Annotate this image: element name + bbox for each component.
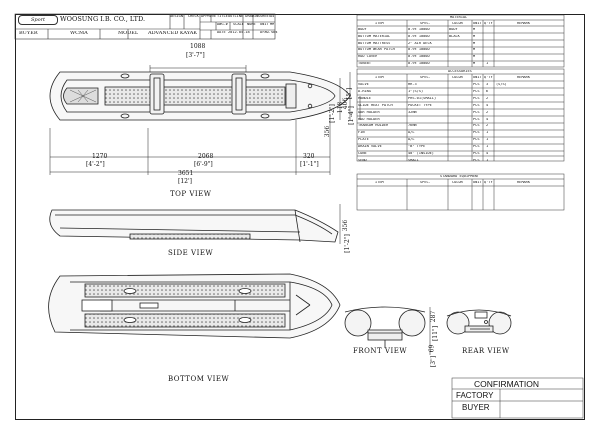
standard-equipment-title: STANDARD EQUIPMENT	[440, 175, 479, 178]
table-cell: PCS	[473, 110, 480, 114]
dim-mid: 2068	[198, 153, 214, 160]
seat-rear	[232, 74, 246, 114]
table-cell: 1	[486, 138, 489, 142]
table-cell: 32mm	[408, 110, 417, 114]
table-cell: OAR HOLDER	[358, 110, 380, 114]
table-cell: 2	[486, 124, 489, 128]
table-cell: (S/S)	[496, 83, 507, 86]
table-cell: 4	[486, 103, 489, 107]
accessories-header-unit: UNIT	[473, 76, 482, 79]
tb-approve: APPROVE	[201, 15, 217, 18]
table-cell: TUBEBT	[358, 62, 371, 65]
tb-sheet: SHEET	[260, 15, 271, 18]
table-cell: A/L	[408, 138, 415, 142]
table-cell: PCS	[473, 89, 480, 93]
tb-unit: UNIT	[260, 23, 269, 26]
table-cell: M	[473, 34, 476, 38]
table-cell: POCKET TYPE	[408, 103, 432, 107]
top-view-label: TOP VIEW	[170, 190, 212, 198]
table-cell: SMALL	[408, 158, 419, 162]
table-cell: SEND	[358, 158, 367, 162]
air-deck-mattress	[105, 87, 285, 105]
confirmation-buyer: BUYER	[462, 403, 490, 412]
table-cell: 1"(S/S)	[408, 89, 424, 93]
tb-draw: Draw.	[260, 31, 271, 34]
table-cell: PCS	[473, 152, 480, 155]
table-grids	[357, 15, 583, 418]
table-cell: BLACK	[449, 34, 460, 38]
table-cell: 2" AIR DECK	[408, 41, 432, 45]
dim-h1: 356	[324, 125, 332, 138]
std-header-item: ITEM	[375, 181, 384, 184]
rear-view-drawing	[447, 310, 511, 334]
std-header-qty: Q'TY	[484, 181, 493, 184]
table-cell: M	[473, 28, 476, 31]
bottom-view-drawing	[49, 274, 340, 338]
table-cell: PCS	[473, 158, 480, 162]
bottom-view-label: BOTTOM VIEW	[168, 375, 230, 383]
rear-view-label: REAR VIEW	[462, 347, 510, 355]
tb-sheet-value: A4	[270, 15, 275, 18]
table-cell: BODY	[449, 28, 458, 31]
dim-h2-ft: [1'-4"]	[347, 106, 355, 125]
table-cell: BOTTOM MATERIAL	[358, 34, 391, 38]
table-cell: PCS	[473, 103, 480, 107]
material-title: MATERIAL	[450, 16, 468, 19]
table-cell: 4	[486, 152, 489, 155]
dim-stern-ft: [1'-1"]	[300, 161, 319, 168]
buyer-value: WCMA	[70, 31, 88, 36]
tb-date-value: 2012.05.18	[228, 31, 250, 34]
material-header-item: ITEM	[375, 22, 384, 25]
dim-front-h: 287	[430, 310, 438, 323]
side-view-label: SIDE VIEW	[168, 249, 214, 257]
table-cell: M	[473, 41, 476, 45]
model-value: ADVANCED KAYAK	[148, 31, 198, 36]
tb-date: DATE	[217, 31, 226, 34]
accessories-header-remark: REMARK	[517, 76, 530, 79]
tb-title: TITLE	[217, 15, 228, 18]
dim-total-ft: [12']	[178, 178, 192, 185]
model-label: MODEL	[118, 31, 139, 36]
table-cell: FIN	[358, 131, 365, 135]
table-cell: 1	[486, 131, 489, 135]
table-cell: BODY	[358, 28, 367, 31]
accessories-header-color: COLOR	[452, 76, 463, 79]
table-cell: GLIDE HEAT PATCH	[358, 103, 393, 107]
table-cell: BOTTOM MATTRESS	[358, 41, 391, 45]
dim-top-width: 1088	[190, 43, 206, 50]
table-cell: 0.9t 1000D	[408, 28, 430, 31]
front-view-label: FRONT VIEW	[353, 347, 408, 355]
tb-scale: SCALE	[233, 23, 244, 26]
dim-front-h2: 69	[428, 344, 436, 353]
table-cell: D-RING	[358, 89, 371, 93]
table-cell: DRAIN VALVE	[358, 145, 382, 149]
tb-dwg: DWG.#	[217, 23, 228, 26]
dim-h2: 406	[342, 97, 350, 110]
brand-logo: Sport	[18, 15, 58, 25]
table-cell: ROD COVER	[358, 55, 378, 59]
confirmation-factory: FACTORY	[456, 391, 494, 400]
table-cell: PHS-01(SMALL)	[408, 96, 437, 100]
tb-title-value: OUTLINE DRAWING	[228, 15, 261, 18]
tb-design: DESIGN	[170, 15, 183, 18]
bottom-tube-upper	[85, 284, 285, 297]
company-name: WOOSUNG I.B. CO., LTD.	[60, 15, 146, 23]
table-cell: 1	[486, 145, 489, 149]
material-header-remark: REMARK	[517, 22, 530, 25]
table-cell: TRANSOM HOLDER	[358, 124, 389, 128]
dim-bow: 1270	[92, 153, 108, 160]
accessories-header-spec: SPEC.	[420, 76, 431, 79]
table-cell: 2	[486, 110, 489, 114]
tb-draw-value: sbs	[271, 31, 278, 34]
table-cell: VALVE	[358, 83, 369, 86]
dim-bow-ft: [4'-2"]	[86, 161, 105, 168]
dim-total: 3651	[178, 170, 194, 177]
table-cell: HANDLE	[358, 96, 371, 100]
table-cell: HR-3	[408, 83, 417, 86]
dim-top-width-ft: [3'-7"]	[186, 52, 205, 59]
table-cell: PCS	[473, 83, 480, 86]
dim-mid-ft: [6'-9"]	[194, 161, 213, 168]
table-cell: PCS	[473, 124, 480, 128]
material-header-unit: UNIT	[473, 22, 482, 25]
table-cell: 76mm	[408, 124, 417, 128]
dim-side-h: 356	[342, 219, 350, 232]
table-cell: 2	[486, 96, 489, 100]
material-header-spec: SPEC.	[420, 22, 431, 25]
dim-h3: 118	[337, 101, 345, 114]
dim-front-h2-ft: [3"]	[430, 355, 438, 368]
accessories-header-item: ITEM	[375, 76, 384, 79]
table-cell: 0.9t 1000D	[408, 55, 430, 59]
table-cell: 0.9t 1000D	[408, 62, 430, 65]
accessories-title: ACCESSORIES	[448, 70, 472, 73]
dim-h1-ft: [1'-2"]	[328, 104, 336, 123]
table-cell: 1	[486, 62, 489, 65]
tb-unit-value: MM	[270, 23, 275, 26]
table-cell: PLATE	[358, 138, 369, 142]
std-header-unit: UNIT	[473, 181, 482, 184]
table-cell: ROD HOLDER	[358, 117, 380, 121]
table-cell: CONE	[358, 152, 367, 155]
table-cell: 0.9t 1000D	[408, 48, 430, 52]
table-cell: PCS	[473, 96, 480, 100]
table-cell: 3	[486, 83, 489, 86]
table-cell: M	[473, 55, 476, 59]
tb-check: CHECK	[188, 15, 199, 18]
table-cell: A/L	[408, 131, 415, 135]
table-cell: "B" TYPE	[408, 145, 426, 149]
std-header-spec: SPEC.	[420, 181, 431, 184]
table-cell: 4	[486, 117, 489, 121]
buyer-label: BUYER	[19, 31, 38, 36]
table-cell: PCS	[473, 145, 480, 149]
table-cell: 1	[486, 158, 489, 162]
accessories-header-qty: Q'TY	[484, 76, 493, 79]
table-cell: 6	[486, 89, 489, 93]
side-view-drawing	[50, 204, 340, 244]
table-cell: M	[473, 62, 476, 65]
material-header-color: COLOR	[452, 22, 463, 25]
dim-h3-ft: [5"]	[346, 87, 354, 100]
dim-side-h-ft: [1'-2"]	[343, 234, 351, 253]
std-header-color: COLOR	[452, 181, 463, 184]
std-header-remark: REMARK	[517, 181, 530, 184]
table-cell: 0.9t 1000D	[408, 34, 430, 38]
table-cell: PCS	[473, 138, 480, 142]
bottom-tube-lower	[85, 314, 285, 327]
dim-stern: 320	[303, 153, 315, 160]
material-header-qty: Q'TY	[484, 22, 493, 25]
table-cell: M	[473, 48, 476, 52]
table-cell: BOTTOM WEAR PATCH	[358, 48, 395, 52]
table-cell: 40' (INSIDE)	[408, 152, 434, 155]
dim-front-h-ft: [11"]	[432, 325, 440, 342]
seat-front	[150, 74, 164, 114]
table-cell: PCS	[473, 131, 480, 135]
table-cell: PCS	[473, 117, 480, 121]
tb-scale-value: NONE	[247, 23, 256, 26]
confirmation-title: CONFIRMATION	[474, 379, 540, 389]
